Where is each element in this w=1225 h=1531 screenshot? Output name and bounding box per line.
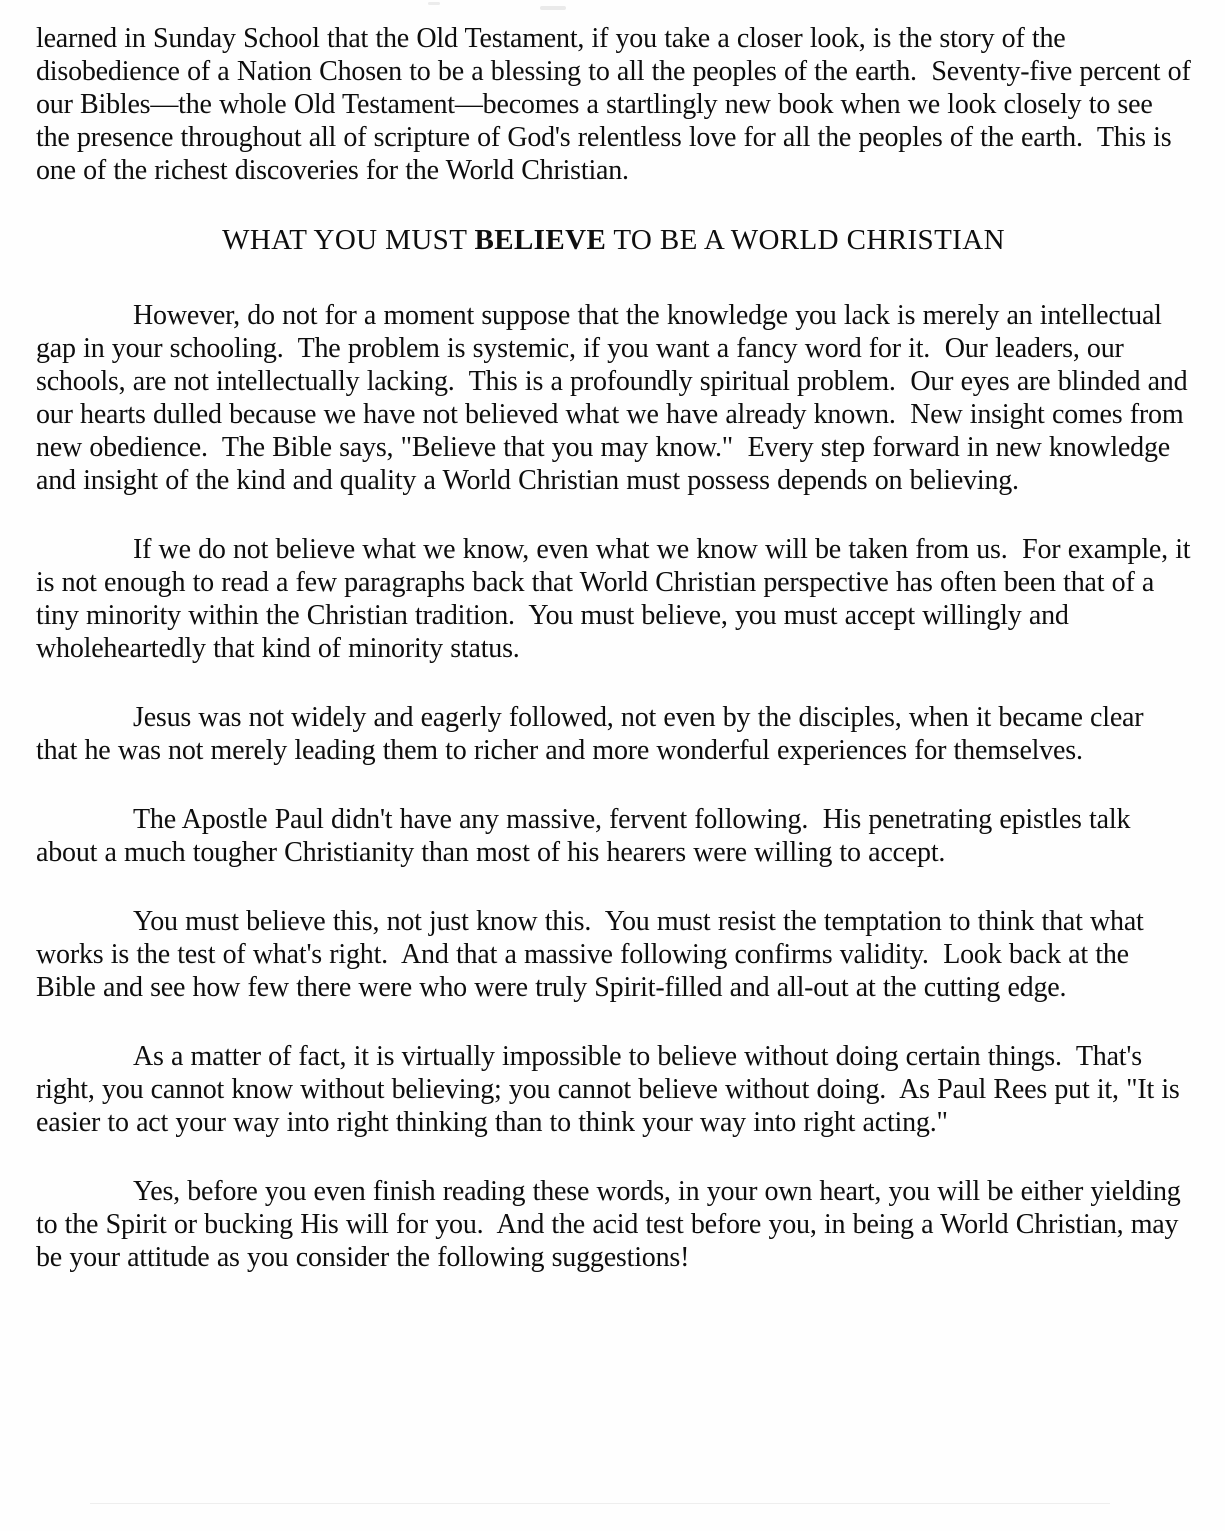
paragraph-believing-and-doing: As a matter of fact, it is virtually impossible to believe without doing certain things. That's right, you cannot know without believing; you cannot believe without doing. As Paul Rees put it, "It is easier to act your way into right thinking than to think your way into right acting." [36,1041,1187,1138]
paragraph-jesus-following: Jesus was not widely and eagerly followed, not even by the disciples, when it became clear that he was not merely leading them to richer and more wonderful experiences for themselves. [36,702,1151,766]
scan-artifact [428,2,440,5]
heading-text-pre: WHAT YOU MUST [222,224,475,256]
paragraph-knowledge-gap: However, do not for a moment suppose that the knowledge you lack is merely an intellectual gap in your schooling. The problem is systemic, if you want a fancy word for it. Our leaders, our schools, are not intellectually lacking. This is a profoundly spiritual problem. Our eyes are blinded and our hearts dulled because we have not believed what we have already known. New insight comes from new obedience. The Bible says, "Believe that you may know." Every step forward in new knowledge and insight of the kind and quality a World Christian must possess depends on believing. [36,300,1195,496]
paragraph-believe-what-we-know: If we do not believe what we know, even what we know will be taken from us. For example, it is not enough to read a few paragraphs back that World Christian perspective has often been that of a tiny minority within the Christian tradition. You must believe, you must accept willingly and wholeheartedly that kind of minority status. [36,534,1198,664]
scan-artifact [540,6,566,10]
paragraph-apostle-paul: The Apostle Paul didn't have any massive, fervent following. His penetrating epistles talk about a much tougher Christianity than most of his hearers were willing to accept. [36,804,1138,868]
heading-text-post: TO BE A WORLD CHRISTIAN [606,224,1005,256]
paragraph-old-testament-continuation: learned in Sunday School that the Old Testament, if you take a closer look, is the story of the disobedience of a Nation Chosen to be a blessing to all the peoples of the earth. Seventy-five percent of our Bibles—the whole Old Testament—becomes a startlingly new book when we look closely to see the presence throughout all of scripture of God's relentless love for all the peoples of the earth. This is one of the richest discoveries for the World Christian. [36,23,1198,186]
paragraph-must-believe-not-just-know: You must believe this, not just know this. You must resist the temptation to think that what works is the test of what's right. And that a massive following confirms validity. Look back at the Bible and see how few there were who were truly Spirit-filled and all-out at the cutting edge. [36,906,1151,1003]
paragraph-acid-test: Yes, before you even finish reading these words, in your own heart, you will be either yielding to the Spirit or bucking His will for you. And the acid test before you, in being a World Christian, may be your attitude as you consider the following suggestions! [36,1176,1188,1273]
section-heading [36,223,1191,257]
heading-text-bold: BELIEVE [474,224,607,256]
scan-artifact-line [90,1503,1110,1504]
